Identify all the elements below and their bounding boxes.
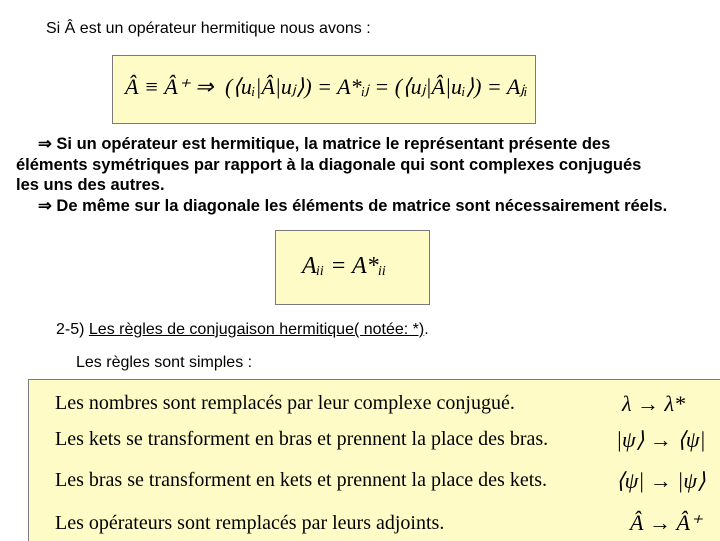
section-suffix: . xyxy=(424,321,429,338)
equation-hermitian-lhs: Â ≡ Â⁺ ⇒ xyxy=(125,74,214,99)
rule-operators-symbol: Â → Â⁺ xyxy=(630,510,702,535)
equation-diagonal: Aᵢᵢ = A*ᵢᵢ xyxy=(302,253,387,279)
section-heading xyxy=(56,321,429,339)
explanation-line-4: ⇒ De même sur la diagonale les éléments de matrice sont nécessairement réels. xyxy=(38,196,668,215)
equation-box-hermitian xyxy=(112,55,536,124)
rule-operators: Les opérateurs sont remplacés par leurs adjoints. xyxy=(55,512,445,534)
explanation-line-3: les uns des autres. xyxy=(16,176,165,194)
intro-text: Si Â est un opérateur hermitique nous avons : xyxy=(46,20,371,37)
rule-bras-symbol: ⟨ψ| → |ψ⟩ xyxy=(616,468,706,493)
section-number: 2-5) xyxy=(56,321,85,338)
hermitian-explanation xyxy=(16,134,716,216)
rule-kets: Les kets se transforment en bras et prennent la place des bras. xyxy=(55,428,549,450)
explanation-line-2: éléments symétriques par rapport à la diagonale qui sont complexes conjugués xyxy=(16,155,642,174)
equation-box-diagonal xyxy=(275,230,430,305)
rule-bras: Les bras se transforment en kets et prennent la place des kets. xyxy=(55,469,548,491)
rules-intro: Les règles sont simples : xyxy=(76,354,253,371)
rule-numbers-symbol: λ → λ* xyxy=(622,391,686,416)
rule-kets-symbol: |ψ⟩ → ⟨ψ| xyxy=(616,427,706,452)
equation-hermitian-matrix: (⟨uᵢ|Â|uⱼ⟩) = A*ᵢⱼ = (⟨uⱼ|Â|uᵢ⟩) = Aⱼᵢ xyxy=(225,74,528,99)
section-title: Les règles de conjugaison hermitique( notée: *) xyxy=(88,321,425,338)
explanation-line-1: ⇒ Si un opérateur est hermitique, la matrice le représentant présente des xyxy=(38,135,611,153)
rule-numbers: Les nombres sont remplacés par leur complexe conjugué. xyxy=(55,392,515,414)
